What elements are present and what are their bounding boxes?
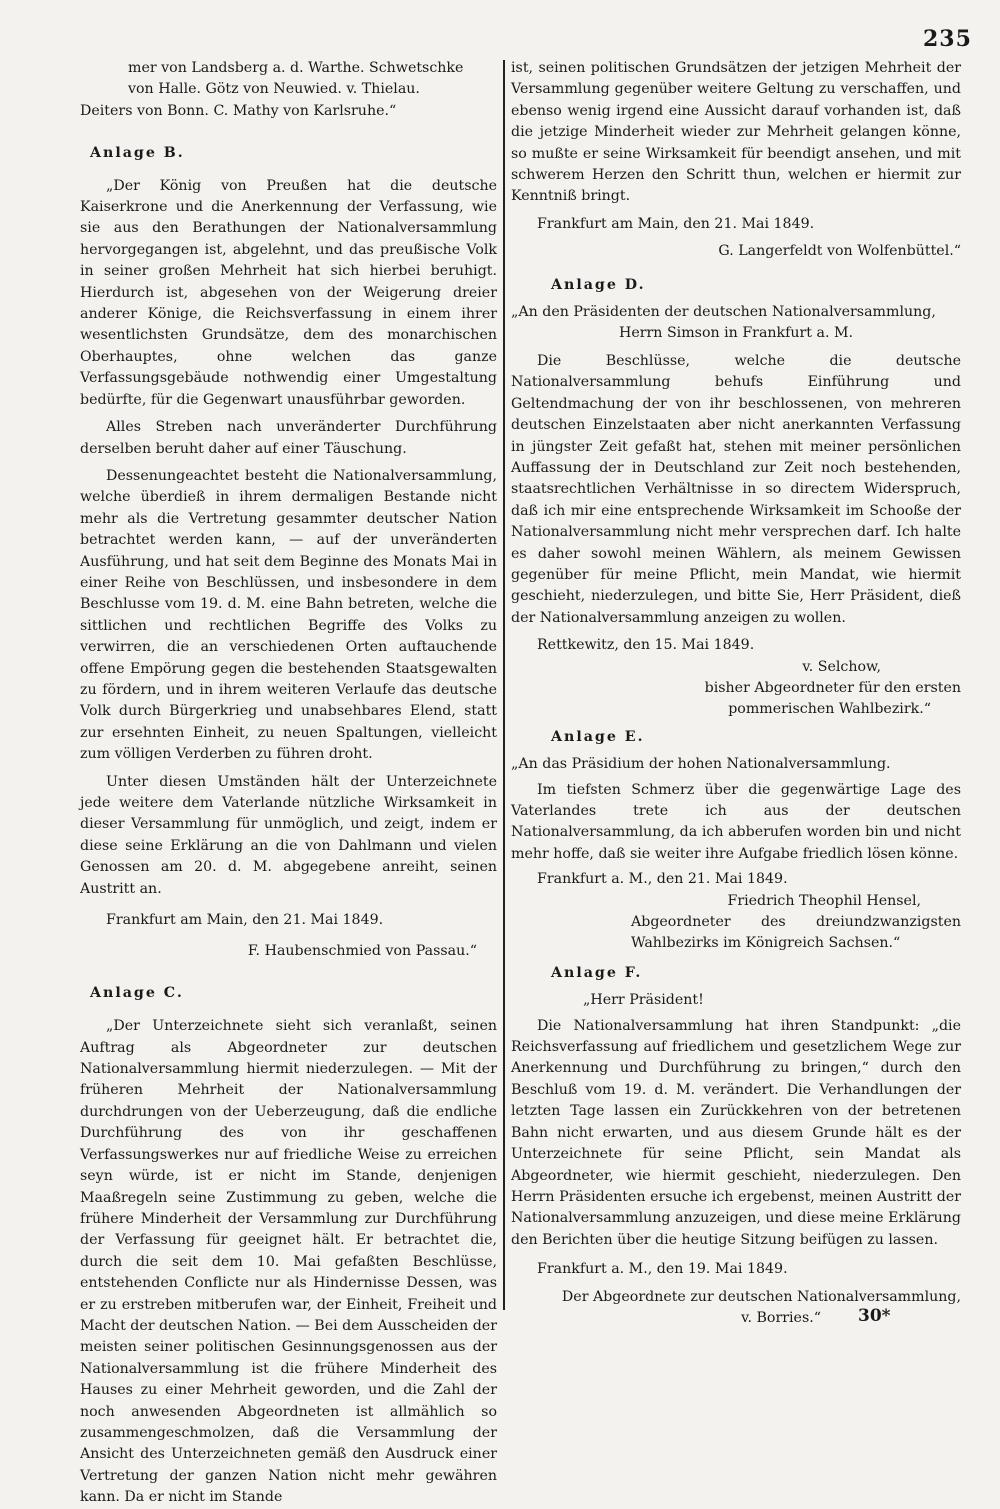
signature: F. Haubenschmied von Passau.“ (247, 943, 477, 960)
intro-line: von Halle. Götz von Neuwied. v. Thielau. (128, 81, 420, 98)
signature: bisher Abgeordneter für den ersten (704, 679, 961, 696)
paragraph: Alles Streben nach unveränderter Durchführung derselben beruht daher auf einer Täuschung. (80, 419, 497, 457)
anlage-b-title: Anlage B. (90, 145, 185, 162)
right-column (511, 58, 961, 1329)
footer-mark: 30* (858, 1306, 891, 1326)
paragraph: Unter diesen Umständen hält der Unterzeichnete jede weitere dem Vaterlande nützliche Wirksamkeit in dieser Versammlung für unmöglich, und zeigt, indem er diese seine Erklärung an die von Dahlmann und vielen Genossen am 20. d. M. abgegebene anreiht, seinen Austritt an. (80, 773, 497, 897)
anlage-d-title: Anlage D. (551, 276, 646, 293)
intro-line: mer von Landsberg a. d. Warthe. Schwetschke (128, 60, 464, 76)
address-line: „An den Präsidenten der deutschen Nationalversammlung, (511, 304, 936, 321)
paragraph: Dessenungeachtet besteht die Nationalversammlung, welche überdieß in ihrem dermaligen Bestande nicht mehr als die Vertretung gesammter deutscher Nation betrachtet werden kann, — auf der unveränderten Ausführung, und hat seit dem Beginne des Monats Mai in einer Reihe von Beschlüssen, und insbesondere in dem Beschlusse vom 19. d. M. eine Bahn betreten, welche die sittlichen und rechtlichen Begriffe des Volks zu verwirren, die an verschiedenen Orten auftauchende offene Empörung gegen die bestehenden Staatsgewalten zu fördern, und in ihrem weiteren Verlaufe das deutsche Volk durch Bürgerkrieg und unabsehbares Elend, statt zur ersehnten Einheit, zu neuen Spaltungen, vielleicht zum völligen Verderben zu führen droht. (80, 467, 497, 763)
signature: G. Langerfeldt von Wolfenbüttel.“ (718, 243, 961, 260)
paragraph: „Der König von Preußen hat die deutsche Kaiserkrone und die Anerkennung der Verfassung, wie sie aus den Berathungen der Nationalversammlung hervorgegangen ist, abgelehnt, und das preußische Volk in seiner großen Mehrheit hat sich hierbei beruhigt. Hierdurch ist, abgesehen von der Weigerung dreier anderer Könige, die Reichsverfassung in einem ihrer wesentlichsten Grundsätze, dem des monarchischen Oberhauptes, ohne welchen das ganze Verfassungsgebäude nothwendig einer Umgestaltung bedürfte, für die Gegenwart unausführbar geworden. (80, 177, 497, 408)
paragraph: Die Nationalversammlung hat ihren Standpunkt: „die Reichsverfassung auf friedlichem und gesetzlichem Wege zur Anerkennung und Durchführung zu bringen,“ durch den Beschluß vom 19. d. M. verändert. Die Verhandlungen der letzten Tage lassen ein Zurückkehren von der betretenen Bahn nicht erwarten, und aus diesem Grunde hält es der Unterzeichnete für seine Pflicht, sein Mandat als Abgeordneter, wie hiermit geschieht, niederzulegen. Den Herrn Präsidenten ersuche ich ergebenst, meinen Austritt der Nationalversammlung anzuzeigen, und diese meine Erklärung den Berichten über die heutige Sitzung beifügen zu lassen. (511, 1017, 961, 1248)
paragraph: Im tiefsten Schmerz über die gegenwärtige Lage des Vaterlandes trete ich aus der deutschen Nationalversammlung, da ich abberufen worden bin und nicht mehr hoffe, daß sie weiter ihre Aufgabe friedlich lösen könne. (511, 781, 961, 862)
column-divider (503, 60, 505, 1310)
signature: pommerischen Wahlbezirk.“ (728, 701, 931, 718)
signature: Friedrich Theophil Hensel, (727, 892, 921, 909)
anlage-f-title: Anlage F. (551, 964, 643, 981)
intro-line: Deiters von Bonn. C. Mathy von Karlsruhe.“ (80, 102, 397, 119)
address-line: Herrn Simson in Frankfurt a. M. (618, 325, 854, 342)
paragraph: „Der Unterzeichnete sieht sich veranlaßt, seinen Auftrag als Abgeordneter zur deutschen Nationalversammlung hiermit niederzulegen. — Mit der früheren Mehrheit der Nationalversammlung durchdrungen von der Ueberzeugung, daß die endliche Durchführung des von ihr geschaffenen Verfassungswerkes nur auf friedliche Weise zu erreichen seyn würde, ist er nicht im Stande, denjenigen Maaßregeln seine Zustimmung zu geben, welche die frühere Minderheit der Versammlung zur Durchführung der Verfassung für geeignet hält. Er betrachtet die, durch die seit dem 10. Mai gefaßten Beschlüsse, entstehenden Conflicte nur als Hindernisse Dessen, was er zu erstreben mitberufen war, der Einheit, Freiheit und Macht der deutschen Nation. — Bei dem Ausscheiden der meisten seiner politischen Gesinnungsgenossen aus der Nationalversammlung ist die frühere Minderheit des Hauses zu einer Mehrheit geworden, und die Zahl der noch anwesenden Abgeordneten ist allmählich so zusammengeschmolzen, daß die Versammlung der Ansicht des Unterzeichneten gemäß den Ausdruck einer Vertretung der ganzen Nation nicht mehr gewähren kann. Da er nicht im Stande (80, 1018, 497, 1506)
date-line: Frankfurt am Main, den 21. Mai 1849. (537, 215, 815, 232)
address-line: „An das Präsidium der hohen Nationalversammlung. (511, 756, 891, 773)
paragraph: ist, seinen politischen Grundsätzen der jetzigen Mehrheit der Versammlung gegenüber weitere Geltung zu verschaffen, und ebenso wenig irgend eine Aussicht darauf vorhanden ist, daß die jetzige Minderheit wieder zur Mehrheit gelangen könne, so mußte er seine Wirksamkeit für beendigt ansehen, und mit schwerem Herzen den Schritt thun, welchen er hiermit zur Kenntniß bringt. (511, 60, 961, 205)
date-line: Frankfurt a. M., den 19. Mai 1849. (537, 1261, 788, 1278)
date-line: Rettkewitz, den 15. Mai 1849. (537, 637, 755, 654)
address-line: „Herr Präsident! (583, 992, 704, 1009)
paragraph: Die Beschlüsse, welche die deutsche Nationalversammlung behufs Einführung und Geltendmachung der von ihr beschlossenen, von mehreren deutschen Einzelstaaten aber nicht anerkannten Verfassung in jüngster Zeit gefaßt hat, stehen mit meiner persönlichen Auffassung der in Deutschland zur Zeit noch bestehenden, staatsrechtlichen Verhältnisse in so directem Widerspruch, daß ich mir eine entsprechende Wirksamkeit im Schooße der Nationalversammlung nicht mehr versprechen darf. Ich halte es daher sowohl meinen Wählern, als meinem Gewissen gegenüber für meine Pflicht, mein Mandat, wie hiermit geschieht, niederzulegen, und bitte Sie, Herr Präsident, dieß der Nationalversammlung anzeigen zu wollen. (511, 352, 961, 626)
signature: v. Borries.“ (741, 1309, 821, 1326)
left-column (80, 58, 497, 1509)
date-line: Frankfurt am Main, den 21. Mai 1849. (106, 912, 384, 929)
signature: Abgeordneter des dreiundzwanzigsten Wahlbezirks im Königreich Sachsen.“ (631, 914, 961, 952)
signature: v. Selchow, (802, 658, 881, 675)
signature: Der Abgeordnete zur deutschen Nationalversammlung, (561, 1288, 961, 1305)
page-number: 235 (923, 26, 972, 52)
date-line: Frankfurt a. M., den 21. Mai 1849. (537, 871, 788, 888)
anlage-e-title: Anlage E. (551, 728, 645, 745)
anlage-c-title: Anlage C. (90, 984, 184, 1001)
